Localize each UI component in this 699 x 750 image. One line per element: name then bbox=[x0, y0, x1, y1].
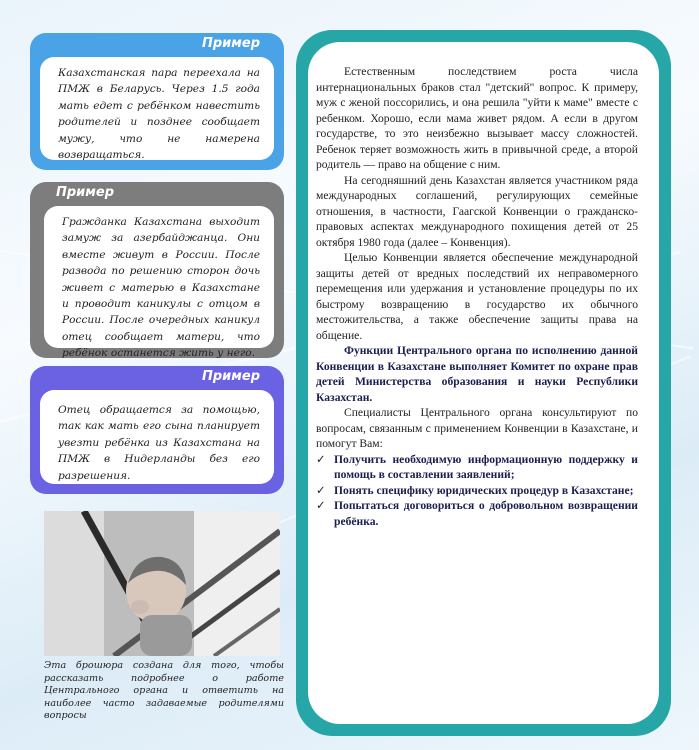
example-box-3 bbox=[30, 366, 284, 494]
checkmark-icon: ✓ bbox=[316, 452, 326, 466]
purpose-paragraph: Целью Конвенции является обеспечение международной защиты детей от вредных последствий их неправомерного перемещения или удержания и установление процедуры по их быстрому возвращению в государство их обычного местожительства, а также обеспечение защиты права на общение. bbox=[316, 251, 638, 342]
example-title: Пример bbox=[201, 36, 260, 51]
example-text: Казахстанская пара переехала на ПМЖ в Беларусь. Через 1.5 года мать едет с ребёнком навестить родителей и позднее сообщает мужу, что не намерена возвращаться. bbox=[58, 67, 260, 162]
convention-paragraph: На сегодняшний день Казахстан является участником ряда международных соглашений, регулирующих семейные отношения, в частности, Гаагской Конвенции о гражданско-правовых аспектах международного похищения детей от 25 октября 1980 года (далее – Конвенция). bbox=[316, 173, 638, 249]
example-content bbox=[44, 206, 274, 360]
specialists-paragraph: Специалисты Центрального органа консультируют по вопросам, связанным с применением Конвенции в Казахстане, и помогут Вам: bbox=[316, 406, 638, 450]
child-at-window-photo bbox=[44, 511, 280, 656]
example-content bbox=[40, 390, 274, 484]
central-authority-paragraph: Функции Центрального органа по исполнению данной Конвенции в Казахстане выполняет Комитет по охране прав детей Министерства образования и науки Республики Казахстан. bbox=[316, 344, 638, 404]
help-item-text: Получить необходимую информационную поддержку и помощь в составлении заявлений; bbox=[334, 452, 638, 481]
help-item-text: Попытаться договориться о добровольном возвращении ребёнка. bbox=[334, 499, 638, 528]
help-item-text: Понять специфику юридических процедур в Казахстане; bbox=[334, 483, 634, 497]
example-content bbox=[40, 57, 274, 160]
help-item bbox=[316, 452, 638, 483]
brochure-caption: Эта брошюра создана для того, чтобы рассказать подробнее о работе Центрального органа и ответить на наиболее часто задаваемые родителями вопросы bbox=[44, 660, 284, 722]
example-title: Пример bbox=[56, 185, 115, 200]
help-item bbox=[316, 498, 638, 529]
example-text: Отец обращается за помощью, так как мать его сына планирует увезти ребёнка из Казахстана на ПМЖ в Нидерланды без его разрешения. bbox=[58, 404, 260, 482]
example-box-1 bbox=[30, 33, 284, 170]
example-box-2 bbox=[30, 182, 284, 358]
help-item bbox=[316, 483, 638, 499]
checkmark-icon: ✓ bbox=[316, 499, 326, 512]
main-text bbox=[316, 64, 638, 529]
example-text: Гражданка Казахстана выходит замуж за азербайджанца. Они вместе живут в России. После развода по решению сторон дочь живет с матерью в Казахстане и проводит каникулы с отцом в России. После очередных каникул отец сообщает матери, что ребёнок останется жить у него. bbox=[62, 216, 260, 360]
checkmark-icon: ✓ bbox=[316, 483, 326, 497]
example-title: Пример bbox=[201, 369, 260, 384]
intro-paragraph: Естественным последствием роста числа интернациональных браков стал "детский" вопрос. К примеру, муж с женой поссорились, и она решила "уйти к маме" вместе с ребенком. Хорошо, если мама живет рядом. А если в другом государстве, то это неизбежно вызывает массу сложностей. Ребенок теряет возможность жить в привычной среде, а второй родитель — право на общение с ним. bbox=[316, 65, 638, 171]
child-at-window-illustration bbox=[44, 511, 280, 656]
